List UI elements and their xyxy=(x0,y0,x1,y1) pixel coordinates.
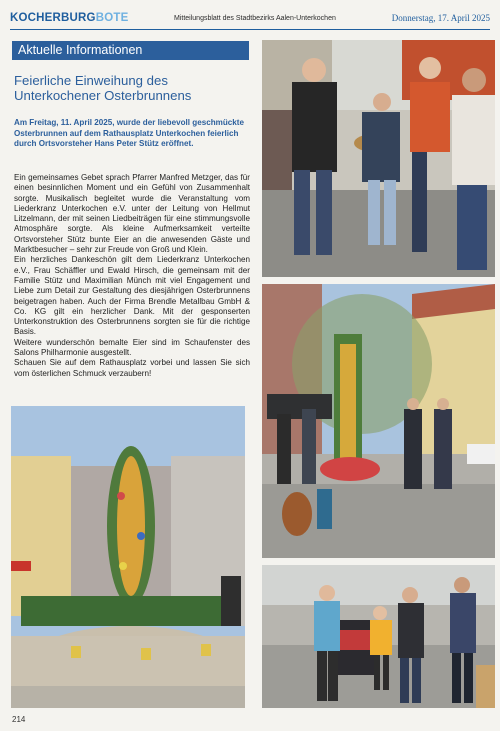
paragraph: Weitere wunderschön bemalte Eier sind im Schaufenster des Salons Philharmonie ausgestellt. xyxy=(14,337,250,358)
article-headline: Feierliche Einweihung des Unterkochener Osterbrunnens xyxy=(14,73,192,103)
newsletter-subtitle: Mitteilungsblatt des Stadtbezirks Aalen-Unterkochen xyxy=(174,15,336,22)
paragraph: Schauen Sie auf dem Rathausplatz vorbei und lassen Sie sich vom österlichen Schmuck verzaubern! xyxy=(14,358,250,378)
page-number: 214 xyxy=(12,715,26,724)
easter-fountain-closeup-photo xyxy=(11,406,245,708)
newsletter-title: KOCHERBURGBOTE xyxy=(10,12,129,24)
easter-fountain-square-photo xyxy=(262,284,495,558)
paragraph: Ein herzliches Dankeschön gilt dem Liederkranz Unterkochen e.V., Frau Schäffler und Ewald Hirsch, die gemeinsam mit der Familie Stütz und Maximilian Münch mit viel Engagement und Liebe zum Detail zur Gestaltung des diesjährigen Osterbrunnens beigetragen haben. Auch der Firma Brendle Metallbau GmbH & Co. KG gilt ein herzlicher Dank. Mit der gesponserten Unterkonstruktion des Osterbrunnens sorgten sie für die richtige Basis. xyxy=(14,255,250,337)
header-rule xyxy=(10,29,490,30)
article-lead: Am Freitag, 11. April 2025, wurde der liebevoll geschmückte Osterbrunnen auf dem Rathausplatz Unterkochen feierlich durch Ortsvorsteher Hans Peter Stütz eröffnet. xyxy=(14,118,245,148)
children-at-stand-photo xyxy=(262,565,495,708)
issue-date: Donnerstag, 17. April 2025 xyxy=(391,13,490,23)
paragraph: Ein gemeinsames Gebet sprach Pfarrer Manfred Metzger, das für einen besinnlichen Moment und ein Gefühl von Zusammenhalt sorgte. Musikalisch begleitet wurde die Veranstaltung vom Liederkranz Unterkochen e.V. unter der Leitung von Hellmut Litzelmann, der mit seinen Liedbeiträgen für eine stimmungsvolle Atmosphäre sorgte. Als kleine Aufmerksamkeit verteilte Ortsvorsteher Stütz bunte Eier an die anwesenden Gäste und Marktbesucher – sehr zur Freude von Groß und Klein. xyxy=(14,173,250,255)
section-heading: Aktuelle Informationen xyxy=(12,41,249,60)
article-body xyxy=(14,173,250,379)
people-handing-eggs-photo xyxy=(262,40,495,277)
masthead xyxy=(10,10,490,28)
